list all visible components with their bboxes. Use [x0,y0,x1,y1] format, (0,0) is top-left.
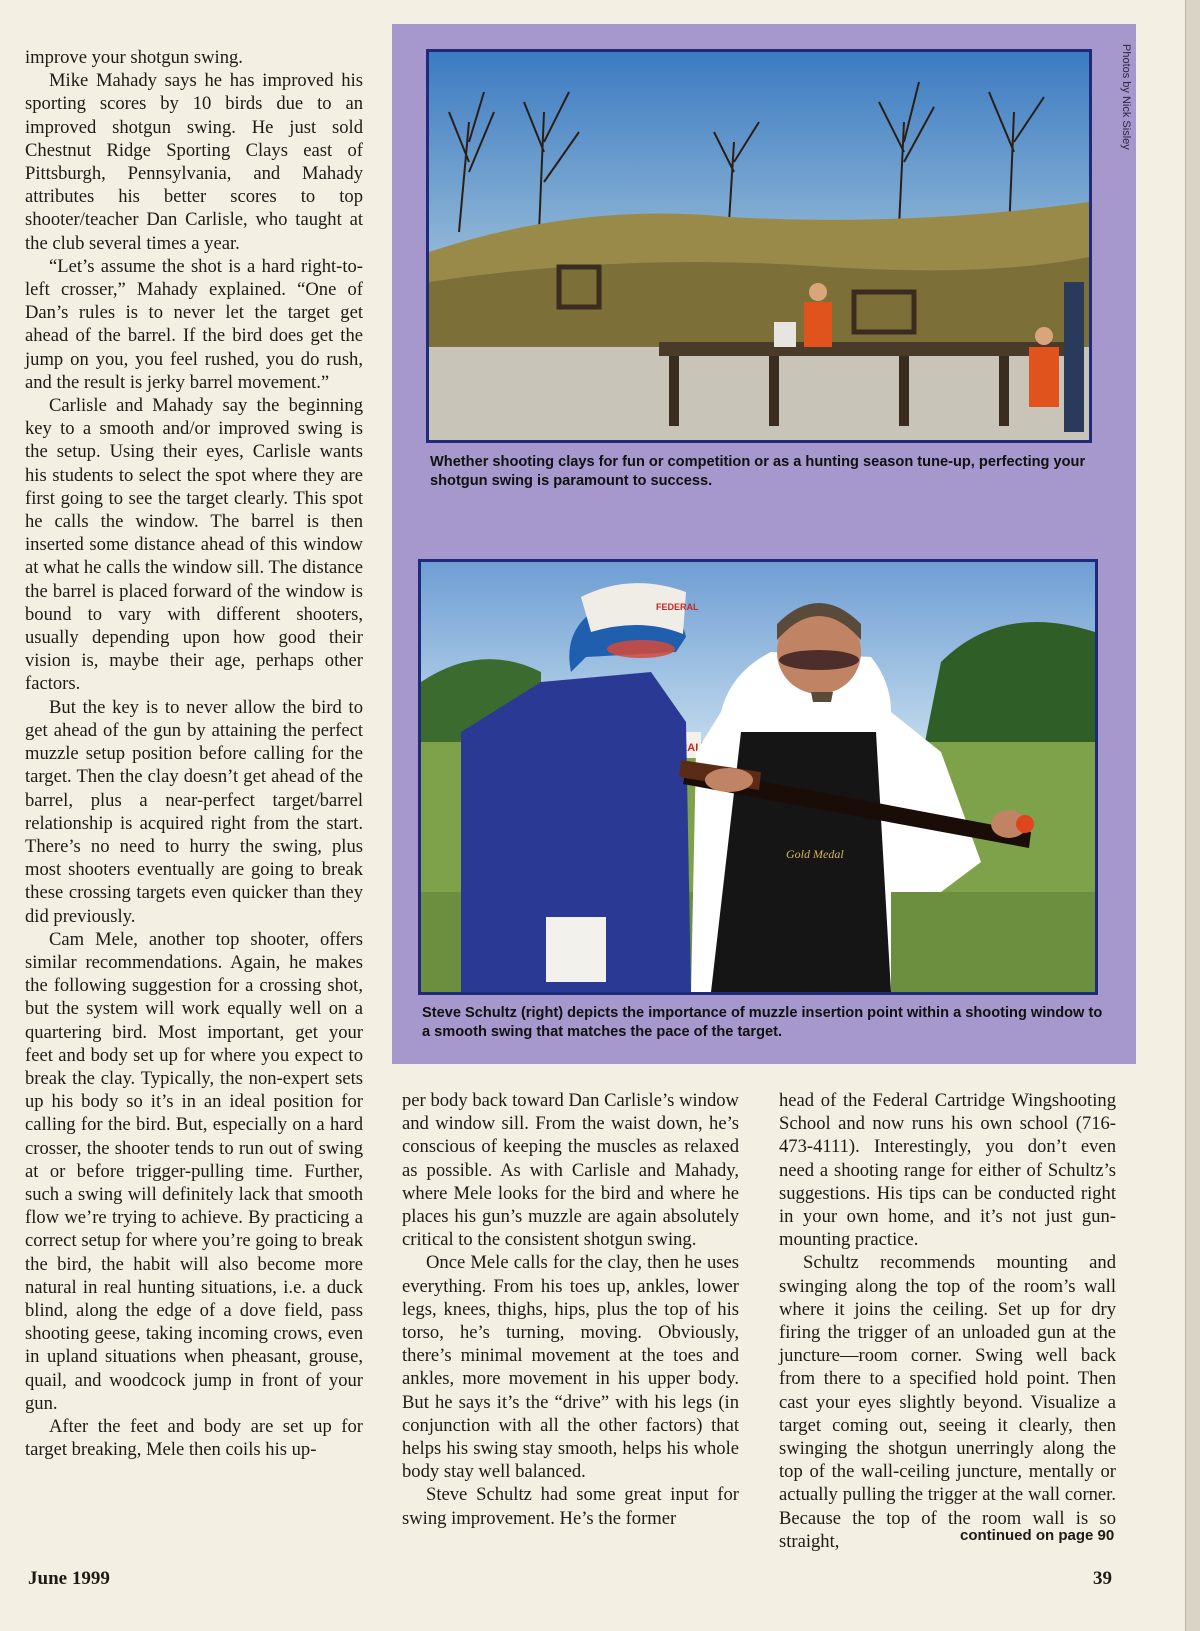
continued-link[interactable]: continued on page 90 [960,1527,1115,1544]
page-number: 39 [1093,1568,1112,1589]
article-column-2 [402,1089,739,1530]
paragraph: Schultz recommends mounting and swinging along the top of the room’s wall where it joins the ceiling. Set up for dry firing the trigger of an unloaded gun at the juncture—room corner. Swing well back from there to a specified hold point. Then cast your eyes slightly beyond. Visualize a target coming out, seeing it clearly, then swinging the shotgun unerringly along the top of the wall-ceiling juncture, mentally or actually pulling the trigger at the wall corner. Because the top of the room wall is so straight, [779,1252,1116,1552]
paragraph: per body back toward Dan Carlisle’s window and window sill. From the waist down, he’s conscious of keeping the muscles as relaxed as possible. As with Carlisle and Mahady, where Mele looks for the bird and where he places his gun’s muzzle are again absolutely critical to the consistent shotgun swing. [402,1090,739,1251]
paragraph: Carlisle and Mahady say the beginning key to a smooth and/or improved swing is the setup. Using their eyes, Carlisle wants his students to select the spot where they are first going to see the target clearly. This spot he calls the window. The barrel is then inserted some distance ahead of this window at what he calls the window sill. The distance the barrel is placed forward of the window is bound to vary with different shooters, usually depending upon how good their vision is, maybe their age, perhaps other factors. [25,395,363,695]
paragraph: But the key is to never allow the bird to get ahead of the gun by attaining the perfect muzzle setup position before calling for the target. Then the clay doesn’t get ahead of the barrel, plus a near-perfect target/barrel relationship is acquired right from the start. There’s no need to hurry the swing, plus most shooters eventually are going to break these crossing targets even quicker than they did previously. [25,696,363,927]
photo-shooting-instruction [418,559,1098,995]
page-edge [1185,0,1200,1631]
article-column-3 [779,1089,1116,1553]
vest-text: Gold Medal [786,847,844,861]
paragraph: Steve Schultz had some great input for swing improvement. He’s the former [402,1484,739,1529]
photo-clay-shooting-range [426,49,1092,443]
cap-text: FEDERAL [656,602,699,612]
paragraph: improve your shotgun swing. [25,47,243,68]
article-column-1 [25,46,363,1461]
paragraph: After the feet and body are set up for target breaking, Mele then coils his up- [25,1415,363,1461]
photo-panel [392,24,1136,1064]
photo-caption-1: Whether shooting clays for fun or competition or as a hunting season tune-up, perfecting your shotgun swing is paramount to success. [430,454,1086,489]
photo-caption-2: Steve Schultz (right) depicts the importance of muzzle insertion point within a shooting window to a smooth swing that matches the pace of the target. [422,1005,1103,1040]
paragraph: “Let’s assume the shot is a hard right-to-left crosser,” Mahady explained. “One of Dan’s rules is to never let the target get ahead of the barrel. If the bird does get the jump on you, you feel rushed, you do rush, and the result is jerky barrel movement.” [25,255,363,393]
footer-date: June 1999 [28,1568,110,1589]
range-scene-illustration [429,52,1089,440]
paragraph: Once Mele calls for the clay, then he uses everything. From his toes up, ankles, lower legs, knees, thighs, hips, plus the top of his torso, he’s turning, moving. Obviously, there’s minimal movement at the toes and ankles, more movement in his upper body. But he says it’s the “drive” with his legs (in conjunction with all the other factors) that helps his swing stay smooth, helps his whole body stay well balanced. [402,1252,739,1483]
photo-credit: Photos by Nick Sisley [1120,44,1132,150]
instruction-scene-illustration [421,562,1095,992]
paragraph: head of the Federal Cartridge Wingshooting School and now runs his own school (716-473-4111). Interestingly, you don’t even need a shooting range for either of Schultz’s suggestions. His tips can be conducted right in your own home, and it’s not just gun-mounting practice. [779,1090,1116,1251]
paragraph: Mike Mahady says he has improved his sporting scores by 10 birds due to an improved shotgun swing. He just sold Chestnut Ridge Sporting Clays east of Pittsburgh, Pennsylvania, and Mahady attributes his better scores to top shooter/teacher Dan Carlisle, who taught at the club several times a year. [25,70,363,254]
paragraph: Cam Mele, another top shooter, offers similar recommendations. Again, he makes the following suggestion for a crossing shot, but the system will work equally well on a quartering bird. Most important, get your feet and body set up for where you expect to break the clay. Typically, the non-expert sets up his body so it’s in an ideal position for calling for the bird. But, especially on a hard crosser, the shooter tends to run out of swing at or before trigger-pulling time. Further, such a swing will definitely lack that smooth flow we’re trying to achieve. By practicing a correct setup for where you’re going to break the bird, the habit will also become more natural in real hunting situations, i.e. a duck blind, along the edge of a dove field, pass shooting geese, taking incoming crows, even in upland situations when pheasant, grouse, quail, and woodcock jump in front of your gun. [25,928,363,1414]
